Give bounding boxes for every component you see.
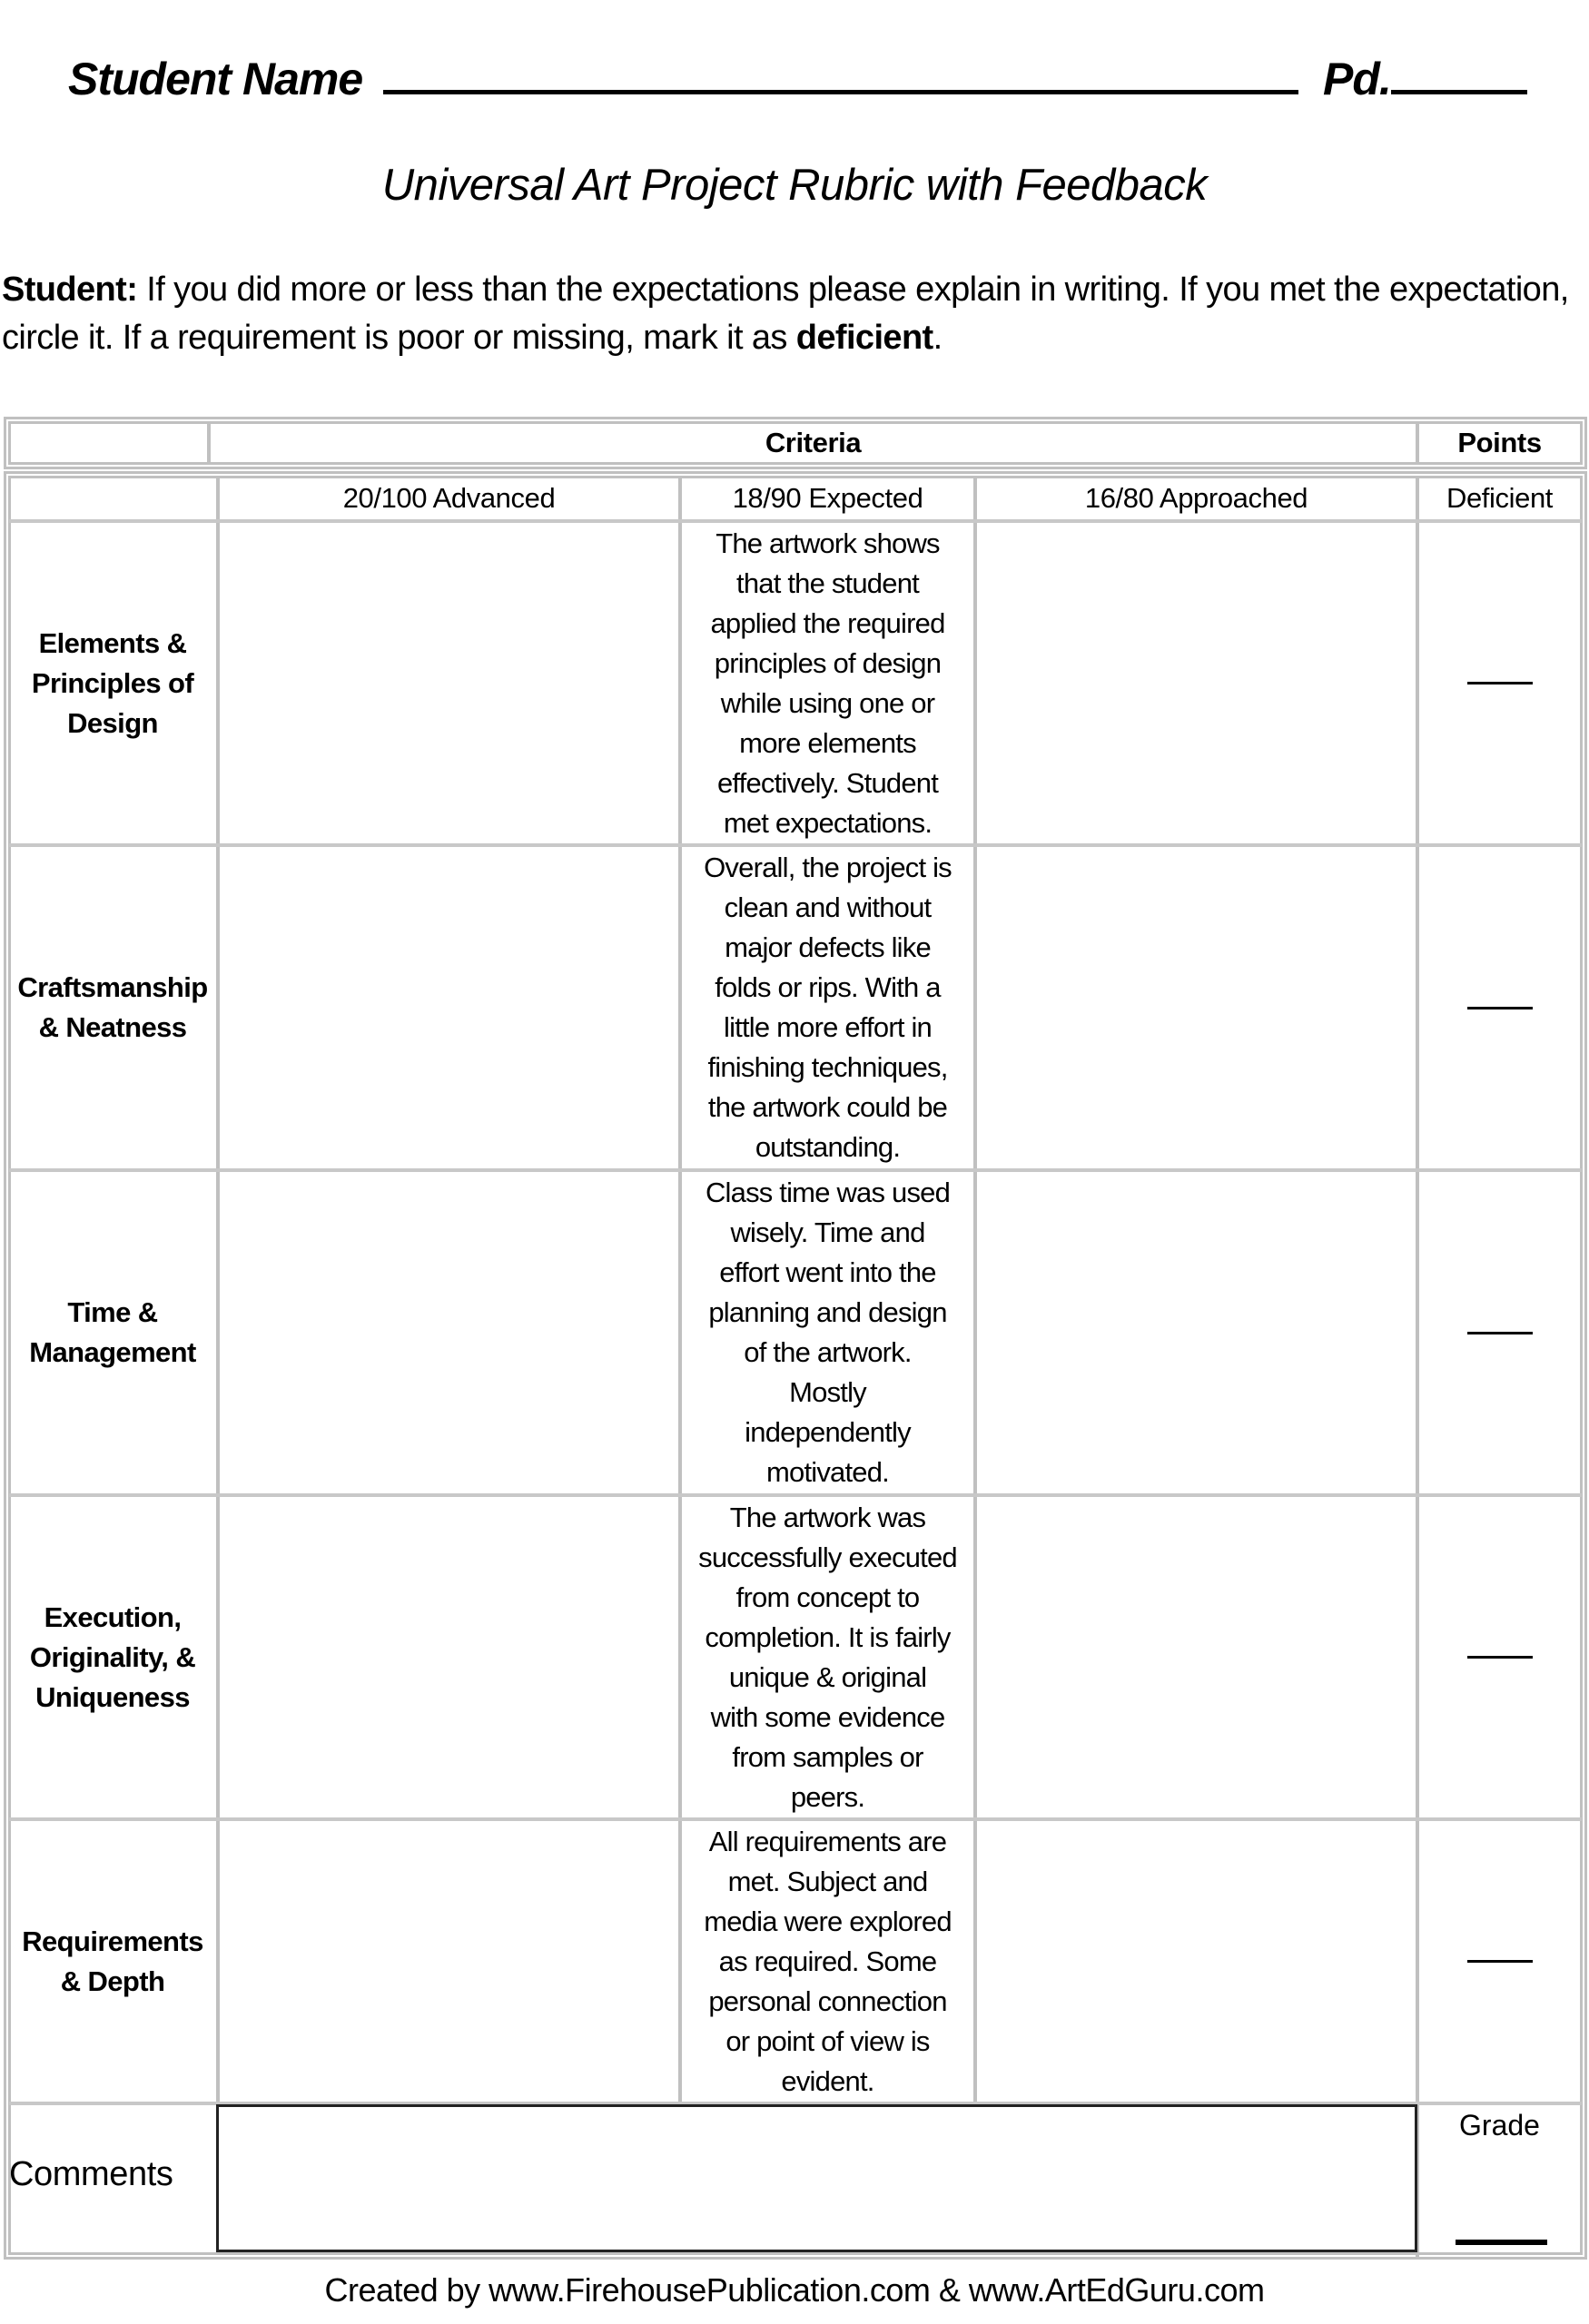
- description-line: Mostly: [789, 1376, 866, 1408]
- student-name-line: [68, 53, 1527, 105]
- description-line: met expectations.: [723, 806, 933, 839]
- student-name-field[interactable]: [383, 90, 1298, 94]
- period-field[interactable]: [1391, 90, 1527, 94]
- instructions-lead: Student:: [2, 271, 138, 309]
- row-category: Time & Management: [29, 1296, 196, 1368]
- expected-description[interactable]: [682, 523, 973, 843]
- description-line: media were explored: [704, 1905, 952, 1937]
- footer-credit: Created by www.FirehousePublication.com & www.ArtEdGuru.com: [324, 2271, 1265, 2309]
- points-blank[interactable]: [1467, 1656, 1533, 1659]
- instructions-emphasis: deficient: [795, 319, 933, 357]
- points-cell[interactable]: [1419, 1821, 1580, 2102]
- points-blank[interactable]: [1467, 1007, 1533, 1009]
- approached-cell[interactable]: [977, 1172, 1416, 1493]
- description-line: folds or rips. With a: [715, 971, 941, 1003]
- period-label: Pd.: [1322, 54, 1391, 104]
- approached-cell[interactable]: [977, 523, 1416, 843]
- description-line: effectively. Student: [716, 766, 939, 799]
- advanced-cell[interactable]: [220, 847, 678, 1168]
- expected-description[interactable]: [682, 847, 973, 1168]
- grade-field[interactable]: [1456, 2240, 1547, 2245]
- description-line: The artwork was: [729, 1501, 926, 1533]
- expected-description[interactable]: [682, 1172, 973, 1493]
- comments-label: Comments: [9, 2155, 173, 2193]
- description-line: Class time was used: [705, 1177, 951, 1208]
- criteria-heading: Criteria: [765, 427, 862, 458]
- description-line: Overall, the project is: [704, 852, 952, 883]
- description-line: finishing techniques,: [707, 1051, 948, 1083]
- description-line: successfully executed: [698, 1541, 957, 1573]
- description-line: from concept to: [735, 1581, 920, 1613]
- description-line: outstanding.: [755, 1131, 901, 1163]
- description-line: of the artwork.: [744, 1336, 912, 1368]
- description-line: or point of view is: [725, 2024, 930, 2057]
- advanced-cell[interactable]: [220, 523, 678, 843]
- description-line: the artwork could be: [707, 1091, 948, 1123]
- points-cell[interactable]: [1419, 1172, 1580, 1493]
- column-header-expected: 18/90 Expected: [732, 481, 923, 514]
- points-blank[interactable]: [1467, 682, 1533, 684]
- approached-cell[interactable]: [977, 847, 1416, 1168]
- instructions-tail: .: [933, 319, 943, 357]
- grade-label: Grade: [1459, 2109, 1540, 2142]
- expected-description[interactable]: [682, 1821, 973, 2102]
- row-category: Requirements & Depth: [22, 1925, 203, 1997]
- row-category: Elements & Principles of Design: [31, 626, 194, 739]
- expected-description[interactable]: [682, 1497, 973, 1817]
- points-blank[interactable]: [1467, 1960, 1533, 1963]
- description-line: effort went into the: [719, 1256, 936, 1288]
- advanced-cell[interactable]: [220, 1497, 678, 1817]
- description-line: while using one or: [720, 686, 935, 719]
- description-line: peers.: [790, 1780, 865, 1813]
- advanced-cell[interactable]: [220, 1172, 678, 1493]
- description-line: clean and without: [724, 891, 932, 923]
- description-line: major defects like: [725, 931, 931, 963]
- points-heading: Points: [1457, 427, 1542, 458]
- description-line: The artwork shows: [716, 527, 940, 559]
- points-cell[interactable]: [1419, 523, 1580, 843]
- description-line: met. Subject and: [727, 1865, 928, 1897]
- description-line: completion. It is fairly: [705, 1620, 951, 1653]
- description-line: All requirements are: [708, 1825, 947, 1857]
- description-line: wisely. Time and: [730, 1216, 925, 1248]
- approached-cell[interactable]: [977, 1821, 1416, 2102]
- description-line: unique & original: [728, 1660, 927, 1693]
- description-line: evident.: [781, 2064, 874, 2097]
- instructions: [2, 266, 1586, 362]
- description-line: applied the required: [710, 606, 945, 639]
- comments-box[interactable]: [216, 2104, 1417, 2252]
- description-line: with some evidence: [710, 1700, 945, 1733]
- column-header-deficient: Deficient: [1446, 481, 1553, 514]
- description-line: motivated.: [765, 1456, 889, 1488]
- description-line: more elements: [739, 726, 916, 759]
- description-line: personal connection: [708, 1984, 947, 2017]
- column-header-approached: 16/80 Approached: [1084, 481, 1308, 514]
- points-blank[interactable]: [1467, 1332, 1533, 1334]
- description-line: that the student: [736, 566, 919, 599]
- description-line: little more effort in: [723, 1011, 932, 1043]
- page-title: Universal Art Project Rubric with Feedback: [381, 161, 1208, 210]
- points-cell[interactable]: [1419, 1497, 1580, 1817]
- instructions-text: If you did more or less than the expectations please explain in writing. If you met the expectation, circle it. If a requirement is poor or missing, mark it as: [2, 271, 1569, 357]
- description-line: from samples or: [732, 1740, 923, 1773]
- student-name-label: Student Name: [68, 54, 363, 104]
- description-line: as required. Some: [718, 1945, 937, 1977]
- description-line: principles of design: [714, 646, 942, 679]
- description-line: planning and design: [708, 1296, 947, 1328]
- advanced-cell[interactable]: [220, 1821, 678, 2102]
- points-cell[interactable]: [1419, 847, 1580, 1168]
- approached-cell[interactable]: [977, 1497, 1416, 1817]
- description-line: independently: [745, 1416, 911, 1448]
- row-category: Execution, Originality, & Uniqueness: [29, 1600, 196, 1713]
- row-category: Craftsmanship & Neatness: [17, 971, 208, 1043]
- column-header-advanced: 20/100 Advanced: [342, 481, 556, 514]
